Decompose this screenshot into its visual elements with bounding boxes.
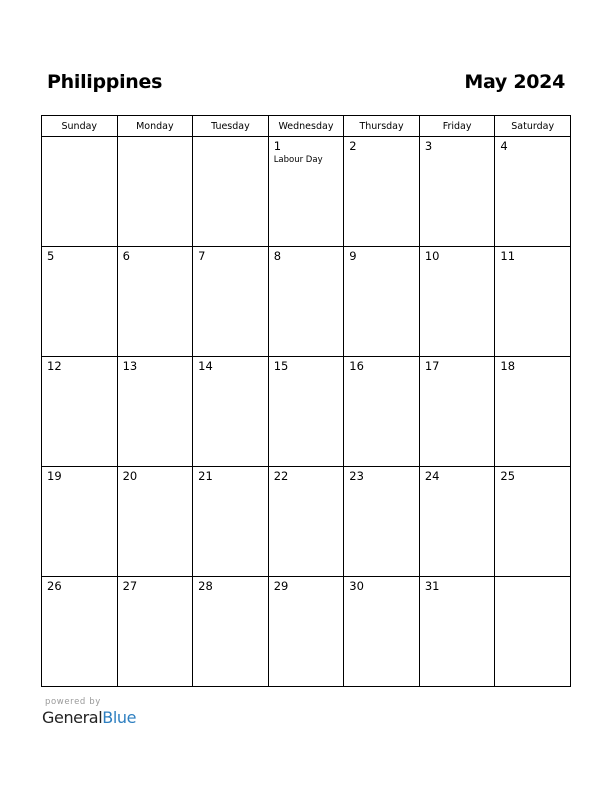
day-cell (344, 357, 420, 467)
day-cell (495, 357, 571, 467)
weekday-sunday: Sunday (42, 116, 118, 137)
day-number: 6 (122, 249, 130, 263)
day-cell (268, 137, 344, 247)
day-number: 29 (273, 579, 289, 593)
day-cell (495, 577, 571, 687)
week-row (42, 357, 571, 467)
day-number: 1 (273, 139, 282, 153)
day-number: 10 (424, 249, 440, 263)
day-number: 8 (273, 249, 282, 263)
day-cell (495, 137, 571, 247)
day-number: 22 (273, 469, 289, 483)
day-cell (419, 467, 495, 577)
day-number: 4 (500, 139, 508, 153)
day-cell (117, 467, 193, 577)
day-number: 23 (349, 469, 364, 483)
day-number: 26 (47, 579, 62, 593)
day-number: 15 (273, 359, 289, 373)
day-number: 21 (198, 469, 213, 483)
day-cell (268, 357, 344, 467)
day-cell (419, 247, 495, 357)
day-cell (117, 357, 193, 467)
day-cell (193, 467, 269, 577)
week-row (42, 577, 571, 687)
day-cell (42, 247, 118, 357)
day-number: 11 (500, 249, 516, 263)
brand-blue-text: Blue (102, 708, 137, 727)
holiday-label: Labour Day (273, 155, 323, 165)
day-number: 3 (424, 139, 433, 153)
day-number: 5 (47, 249, 55, 263)
day-number: 2 (349, 139, 357, 153)
day-cell (42, 357, 118, 467)
brand-general-text: General (42, 708, 103, 727)
weekday-tuesday: Tuesday (193, 116, 269, 137)
day-cell (193, 137, 269, 247)
day-cell (419, 357, 495, 467)
day-number: 9 (349, 249, 357, 263)
day-number: 28 (198, 579, 213, 593)
weekday-thursday: Thursday (344, 116, 420, 137)
powered-by-label: powered by (45, 697, 101, 707)
day-number: 20 (122, 469, 138, 483)
day-number: 7 (198, 249, 206, 263)
day-cell (495, 247, 571, 357)
day-cell (42, 577, 118, 687)
day-number: 18 (500, 359, 516, 373)
day-cell (42, 137, 118, 247)
day-cell (268, 467, 344, 577)
day-number: 30 (349, 579, 364, 593)
day-number: 25 (500, 469, 516, 483)
generalblue-logo[interactable] (42, 708, 136, 727)
day-cell (268, 247, 344, 357)
day-number: 19 (47, 469, 62, 483)
day-cell (193, 577, 269, 687)
day-cell (193, 357, 269, 467)
day-number: 24 (424, 469, 440, 483)
day-cell (42, 467, 118, 577)
day-cell (117, 577, 193, 687)
day-cell (495, 467, 571, 577)
month-year-title: May 2024 (464, 71, 565, 93)
week-row (42, 247, 571, 357)
day-cell (344, 467, 420, 577)
day-number: 13 (122, 359, 138, 373)
day-cell (117, 247, 193, 357)
weekday-header-row (42, 116, 571, 137)
day-number: 27 (122, 579, 138, 593)
day-cell (419, 577, 495, 687)
day-cell (344, 247, 420, 357)
day-number: 16 (349, 359, 364, 373)
day-number: 17 (424, 359, 440, 373)
day-cell (344, 137, 420, 247)
calendar-grid (41, 115, 571, 687)
day-cell (117, 137, 193, 247)
day-number: 31 (424, 579, 440, 593)
day-cell (419, 137, 495, 247)
country-title: Philippines (47, 71, 163, 93)
weekday-wednesday: Wednesday (268, 116, 344, 137)
day-number: 12 (47, 359, 62, 373)
day-number: 14 (198, 359, 213, 373)
day-cell (193, 247, 269, 357)
day-cell (344, 577, 420, 687)
week-row (42, 137, 571, 247)
weekday-saturday: Saturday (495, 116, 571, 137)
week-row (42, 467, 571, 577)
day-cell (268, 577, 344, 687)
weekday-monday: Monday (117, 116, 193, 137)
weekday-friday: Friday (419, 116, 495, 137)
